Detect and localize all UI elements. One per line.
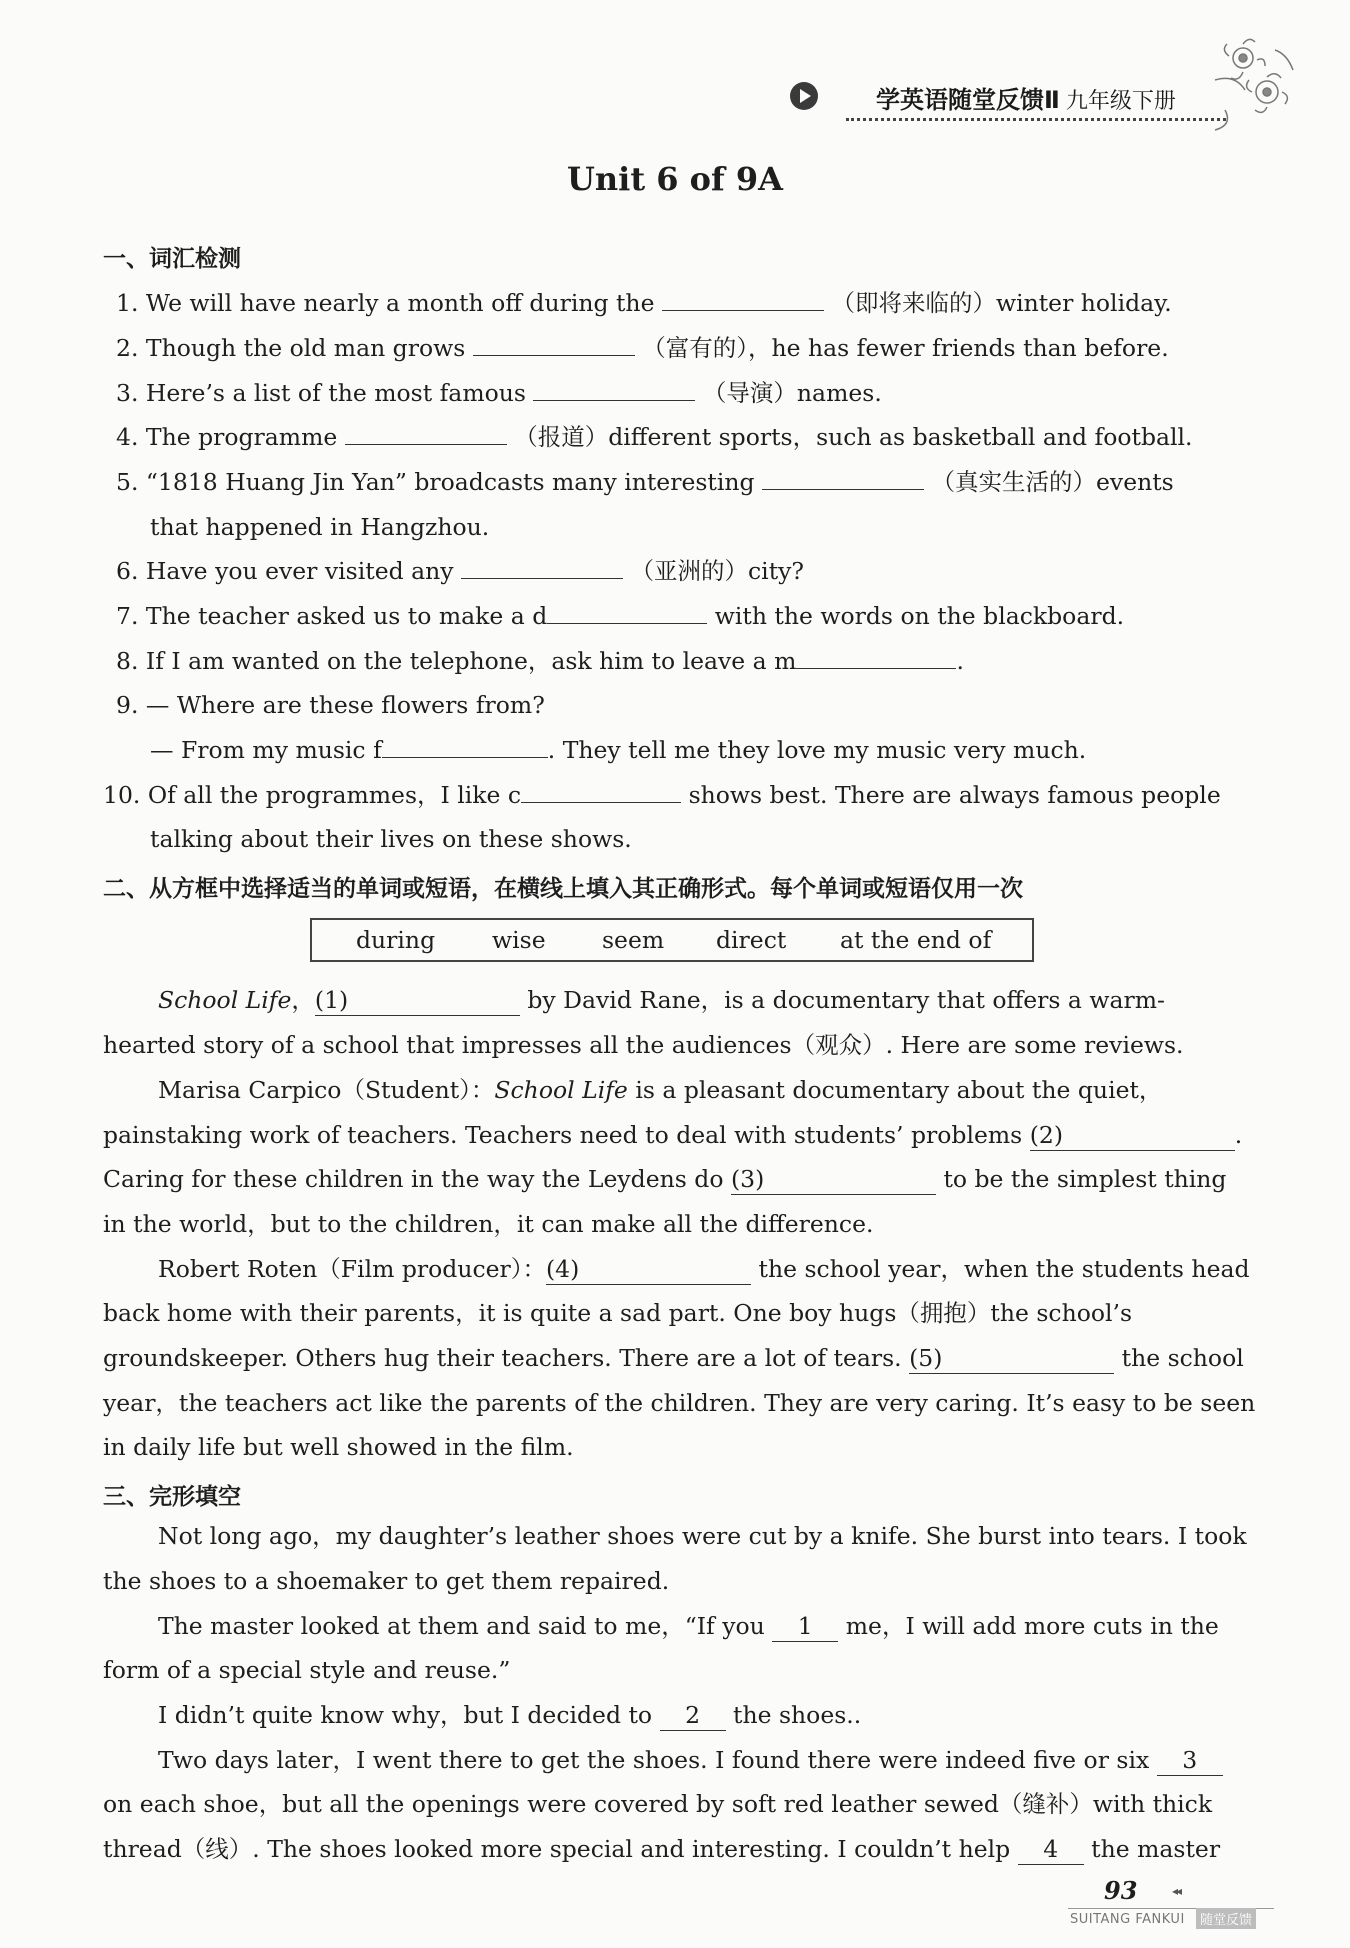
item-number: 8. bbox=[116, 647, 139, 675]
cloze-line-3 bbox=[158, 1611, 1219, 1642]
item-text: Have you ever visited any bbox=[145, 557, 454, 585]
word-bank-item: direct bbox=[716, 926, 787, 954]
answer-blank[interactable] bbox=[662, 288, 824, 311]
item-text: — Where are these flowers from? bbox=[145, 691, 545, 719]
section-3-heading: 三、完形填空 bbox=[103, 1484, 241, 1510]
passage-text: the school bbox=[1121, 1344, 1244, 1372]
item-number: 6. bbox=[116, 557, 139, 585]
cloze-blank-1[interactable]: 1 bbox=[772, 1611, 838, 1642]
passage-text: Marisa Carpico（Student）： bbox=[158, 1076, 495, 1104]
passage-p3-line3 bbox=[103, 1343, 1244, 1374]
passage-p3-line4: year，the teachers act like the parents of the children. They are very caring. It’s easy to be seen bbox=[103, 1389, 1256, 1417]
passage-text: I didn’t quite know why，but I decided to bbox=[158, 1701, 653, 1729]
passage-text: thread（线）. The shoes looked more special and interesting. I couldn’t help bbox=[103, 1835, 1011, 1863]
item-number: 4. bbox=[116, 423, 139, 451]
blank-number: (3) bbox=[730, 1165, 765, 1193]
answer-blank[interactable] bbox=[473, 333, 635, 356]
passage-text: me，I will add more cuts in the bbox=[845, 1612, 1219, 1640]
vocab-item-3 bbox=[116, 378, 882, 408]
cloze-line-2: the shoes to a shoemaker to get them repaired. bbox=[103, 1567, 670, 1595]
answer-blank[interactable] bbox=[762, 467, 924, 490]
item-text: shows best. There are always famous people bbox=[688, 781, 1221, 809]
cloze-blank-2[interactable]: 2 bbox=[660, 1700, 726, 1731]
answer-blank-3[interactable] bbox=[731, 1164, 936, 1195]
vocab-item-5-cont bbox=[150, 512, 489, 542]
passage-p2-line4: in the world，but to the children，it can make all the difference. bbox=[103, 1210, 874, 1238]
answer-blank-2[interactable] bbox=[1030, 1120, 1235, 1151]
item-number: 10. bbox=[103, 781, 141, 809]
passage-p2-line2 bbox=[103, 1120, 1242, 1151]
passage-p3-line5: in daily life but well showed in the film. bbox=[103, 1433, 574, 1461]
unit-title: Unit 6 of 9A bbox=[567, 160, 783, 198]
cloze-line-8 bbox=[103, 1834, 1220, 1865]
item-number: 9. bbox=[116, 691, 139, 719]
item-text: — From my music f bbox=[150, 736, 382, 764]
answer-blank[interactable] bbox=[461, 556, 623, 579]
passage-text: Robert Roten（Film producer）： bbox=[158, 1255, 547, 1283]
vocab-item-9-answer bbox=[150, 735, 1086, 765]
passage-text: the school year，when the students head bbox=[758, 1255, 1250, 1283]
passage-text: . bbox=[1234, 1121, 1243, 1149]
blank-number: (4) bbox=[546, 1255, 580, 1283]
play-icon bbox=[790, 82, 818, 110]
item-text: （即将来临的）winter holiday. bbox=[831, 289, 1172, 317]
section-2-heading: 二、从方框中选择适当的单词或短语，在横线上填入其正确形式。每个单词或短语仅用一次 bbox=[103, 876, 1023, 902]
passage-p3-line2: back home with their parents，it is quite a sad part. One boy hugs（拥抱）the school’s bbox=[103, 1299, 1133, 1327]
vocab-item-10-cont bbox=[150, 824, 632, 854]
item-number: 5. bbox=[116, 468, 139, 496]
item-text: . They tell me they love my music very much. bbox=[547, 736, 1087, 764]
item-text: （亚洲的）city? bbox=[630, 557, 805, 585]
passage-text: painstaking work of teachers. Teachers need to deal with students’ problems bbox=[103, 1121, 1023, 1149]
book-subtitle: 九年级下册 bbox=[1065, 89, 1176, 114]
cloze-line-7: on each shoe，but all the openings were covered by soft red leather sewed（缝补）with thick bbox=[103, 1790, 1213, 1818]
item-number: 3. bbox=[116, 379, 139, 407]
answer-blank-4[interactable] bbox=[546, 1254, 751, 1285]
item-text: （真实生活的）events bbox=[931, 468, 1174, 496]
word-bank-item: seem bbox=[602, 926, 665, 954]
vocab-item-6 bbox=[116, 556, 804, 586]
word-bank-item: at the end of bbox=[840, 926, 992, 954]
item-text: （导演）names. bbox=[702, 379, 882, 407]
blank-number: (5) bbox=[909, 1344, 943, 1372]
header-dotted-rule bbox=[846, 118, 1226, 121]
answer-blank[interactable] bbox=[796, 646, 956, 669]
vocab-item-7 bbox=[116, 601, 1124, 631]
item-number: 2. bbox=[116, 334, 139, 362]
passage-text: the shoes.. bbox=[733, 1701, 862, 1729]
cloze-blank-3[interactable]: 3 bbox=[1157, 1745, 1223, 1776]
passage-text: Two days later，I went there to get the shoes. I found there were indeed five or six bbox=[158, 1746, 1150, 1774]
answer-blank-1[interactable] bbox=[315, 985, 520, 1016]
blank-number: (1) bbox=[314, 986, 349, 1014]
passage-text: is a pleasant documentary about the quiet， bbox=[635, 1076, 1163, 1104]
passage-text: The master looked at them and said to me，“If you bbox=[158, 1612, 765, 1640]
passage-text: to be the simplest thing bbox=[943, 1165, 1227, 1193]
passage-text: the master bbox=[1091, 1835, 1221, 1863]
section-1-heading: 一、词汇检测 bbox=[103, 246, 241, 272]
passage-text: ， bbox=[291, 986, 315, 1014]
page-number: 93 bbox=[1104, 1876, 1138, 1905]
answer-blank[interactable] bbox=[547, 601, 707, 624]
answer-blank[interactable] bbox=[345, 422, 507, 445]
vocab-item-8 bbox=[116, 646, 964, 676]
blank-number: (2) bbox=[1029, 1121, 1064, 1149]
item-text: （报道）different sports，such as basketball and football. bbox=[514, 423, 1193, 451]
footer-badge: 随堂反馈 bbox=[1196, 1908, 1256, 1929]
vocab-item-4 bbox=[116, 422, 1193, 452]
cloze-line-5 bbox=[158, 1700, 861, 1731]
passage-text: groundskeeper. Others hug their teachers. There are a lot of tears. bbox=[103, 1344, 902, 1372]
item-text: The teacher asked us to make a d bbox=[145, 602, 548, 630]
book-title: 学英语随堂反馈Ⅱ 九年级下册 bbox=[876, 86, 1176, 114]
cloze-line-1: Not long ago，my daughter’s leather shoes were cut by a knife. She burst into tears. I took bbox=[158, 1522, 1247, 1550]
item-text: talking about their lives on these shows. bbox=[150, 825, 632, 853]
vocab-item-9 bbox=[116, 690, 545, 720]
passage-p1-line1 bbox=[158, 985, 1165, 1016]
footer-brand-text: SUITANG FANKUI bbox=[1070, 1912, 1185, 1927]
word-bank-box bbox=[310, 918, 1034, 962]
cloze-line-6 bbox=[158, 1745, 1223, 1776]
page-arrow-icon: ◂◂ bbox=[1172, 1884, 1181, 1898]
item-text: If I am wanted on the telephone，ask him to leave a m bbox=[145, 647, 797, 675]
item-number: 7. bbox=[116, 602, 139, 630]
vocab-item-2 bbox=[116, 333, 1169, 363]
flower-decoration-icon bbox=[1205, 30, 1305, 140]
answer-blank-5[interactable] bbox=[909, 1343, 1114, 1374]
vocab-item-1 bbox=[116, 288, 1172, 318]
item-text: that happened in Hangzhou. bbox=[150, 513, 490, 541]
film-title: School Life bbox=[494, 1076, 628, 1104]
vocab-item-10 bbox=[103, 780, 1221, 810]
item-text: （富有的），he has fewer friends than before. bbox=[642, 334, 1169, 362]
answer-blank[interactable] bbox=[533, 378, 695, 401]
answer-blank[interactable] bbox=[521, 780, 681, 803]
passage-p2-line3 bbox=[103, 1164, 1226, 1195]
item-text: The programme bbox=[145, 423, 338, 451]
item-text: Of all the programmes，I like c bbox=[147, 781, 522, 809]
item-text: Though the old man grows bbox=[145, 334, 466, 362]
passage-p3-line1 bbox=[158, 1254, 1250, 1285]
passage-p1-line2: hearted story of a school that impresses all the audiences（观众）. Here are some reviews. bbox=[103, 1031, 1184, 1059]
passage-text: by David Rane，is a documentary that offers a warm- bbox=[527, 986, 1165, 1014]
item-text: with the words on the blackboard. bbox=[714, 602, 1125, 630]
cloze-line-4: form of a special style and reuse.” bbox=[103, 1656, 511, 1684]
cloze-blank-4[interactable]: 4 bbox=[1018, 1834, 1084, 1865]
item-text: Here’s a list of the most famous bbox=[145, 379, 526, 407]
item-text: . bbox=[956, 647, 964, 675]
item-text: “1818 Huang Jin Yan” broadcasts many interesting bbox=[145, 468, 755, 496]
film-title: School Life bbox=[158, 986, 292, 1014]
answer-blank[interactable] bbox=[382, 735, 548, 758]
item-text: We will have nearly a month off during the bbox=[145, 289, 655, 317]
word-bank-item: wise bbox=[492, 926, 546, 954]
passage-text: Caring for these children in the way the Leydens do bbox=[103, 1165, 724, 1193]
item-number: 1. bbox=[116, 289, 139, 317]
vocab-item-5 bbox=[116, 467, 1174, 497]
passage-p2-line1 bbox=[158, 1075, 1162, 1105]
word-bank-item: during bbox=[356, 926, 436, 954]
